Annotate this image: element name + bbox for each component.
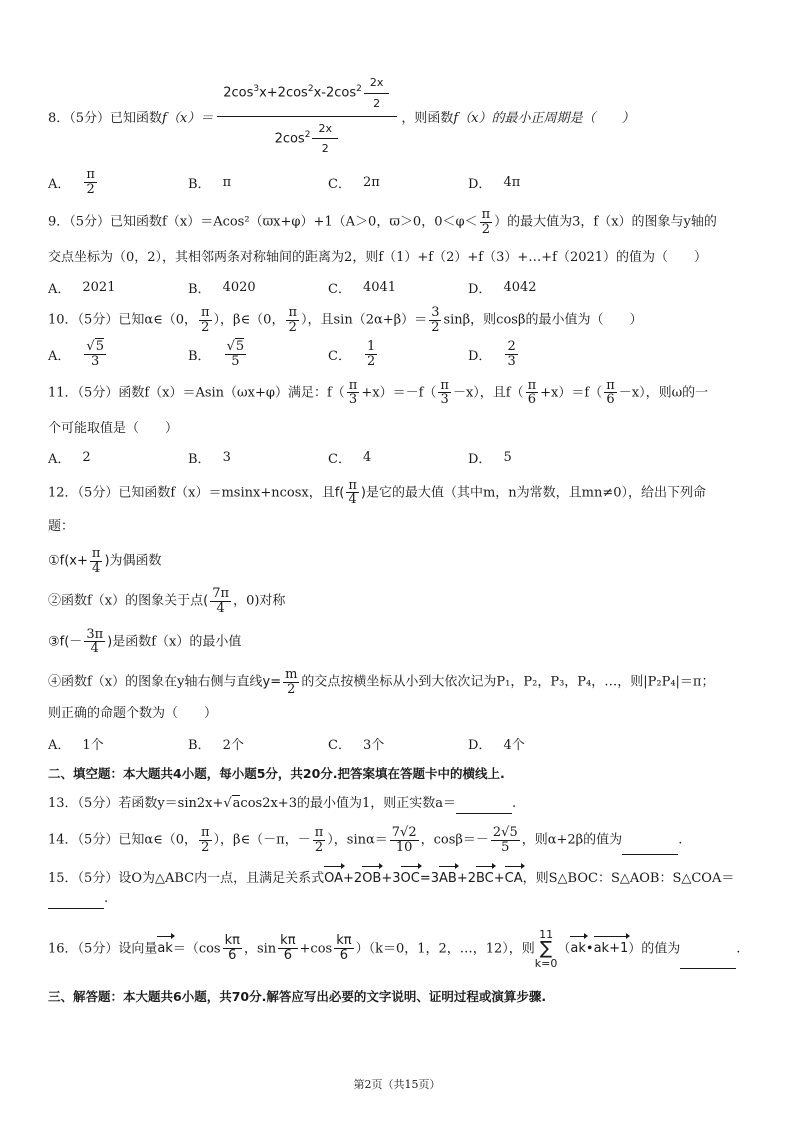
section-2-heading: 二、填空题：本大题共4小题，每小题5分，共20分.把答案填在答题卡中的横线上. — [48, 766, 505, 782]
q12-item-1: ①f(x+ $\frac{\pi}{4}$ )为偶函数 — [48, 546, 162, 576]
q12-item-4: ④函数f（x）的图象在y轴右侧与直线y= $\frac{m}{2}$ 的交点按横坐标从小到大依次记为P₁，P₂，P₃，P₄，…，则|P₂P₄|＝π； — [48, 666, 715, 697]
question-11: 11．（5分）函数f（x）＝Asin（ωx+φ）满足：f（ $\frac{\pi}{3}$ +x）＝－f（ $\frac{\pi}{3}$ －x），且f（ $\frac{\pi}{6}$ +x）＝f（ $\frac{\pi}{6}$ －x），则ω的一 — [48, 377, 709, 408]
q12-last-line: 则正确的命题个数为（ ） — [48, 706, 218, 722]
q16-answer-blank[interactable] — [680, 954, 736, 969]
q8-option-c[interactable]: C． 2π — [328, 174, 380, 192]
q9-line2: 交点坐标为（0，2），其相邻两条对称轴间的距离为2，则f（1）+f（2）+f（3）+…+f（2021）的值为（ ） — [48, 250, 708, 266]
q11-option-a[interactable]: A． 2 — [48, 450, 91, 468]
q10-option-b[interactable]: B． $\frac{√5}{5}$ — [188, 339, 245, 370]
q9-option-d[interactable]: D． 4042 — [468, 279, 537, 297]
q10-option-c[interactable]: C． $\frac{1}{2}$ — [328, 339, 376, 370]
q12-item-3: ③f(－ $\frac{3\pi}{4}$ )是函数f（x）的最小值 — [48, 626, 242, 657]
q12-options — [48, 730, 748, 756]
q10-option-a[interactable]: A． $\frac{√5}{3}$ — [48, 339, 104, 370]
q11-option-c[interactable]: C． 4 — [328, 450, 372, 468]
question-10: 10．（5分）已知α∈（0， $\frac{\pi}{2}$ ），β∈（0， $\frac{\pi}{2}$ ），且sin（2α+β）＝ $\frac{3}{2}$ sinβ，则cosβ的最小值为（ ） — [48, 305, 643, 335]
q8-options — [48, 162, 748, 202]
q13-answer-blank[interactable] — [456, 799, 512, 814]
q8-fx: f（x）＝ — [162, 110, 214, 126]
q8-option-a[interactable]: A． $\frac{\pi}{2}$ — [48, 166, 95, 197]
q12-item-2: ②函数f（x）的图象关于点( $\frac{7\pi}{4}$ ，0)对称 — [48, 586, 286, 617]
q8-option-b[interactable]: B． π — [188, 174, 232, 192]
question-16: 16．（5分）设向量ak＝（cos $\frac{k\pi}{6}$ ，sin $\frac{k\pi}{6}$ +cos $\frac{k\pi}{6}$ ）（k＝0，1，2，…，12），则 11 ∑ k=0 （ak•ak+1）的值为 . — [48, 927, 741, 970]
question-14: 14．（5分）已知α∈（0， $\frac{\pi}{2}$ ），β∈（－π，－ $\frac{\pi}{2}$ ），sinα＝ $\frac{7√2}{10}$ ，cosβ＝－ $\frac{2√5}{5}$ ，则α+2β的值为 . — [48, 825, 683, 855]
q8-denominator: $2\cos^2$ $\frac{2x}{2}$ — [269, 117, 346, 159]
q8-suffix2: f（x）的最小正周期是（ ） — [453, 110, 635, 126]
q8-option-d[interactable]: D． 4π — [468, 174, 521, 192]
question-12: 12．（5分）已知函数f（x）＝msinx+ncosx，且f( $\frac{\pi}{4}$ )是它的最大值（其中m，n为常数，且mn≠0），给出下列命 — [48, 477, 707, 508]
section-3-heading: 三、解答题：本大题共6小题，共70分.解答应写出必要的文字说明、证明过程或演算步骤. — [48, 988, 547, 1004]
q15-answer-blank[interactable] — [48, 894, 104, 909]
q12-option-a[interactable]: A． 1个 — [48, 737, 104, 753]
q12-line2: 题： — [48, 519, 75, 535]
q11-line2: 个可能取值是（ ） — [48, 420, 179, 436]
question-9: 9．（5分）已知函数f（x）＝Acos²（ϖx+φ）+1（A＞0，ϖ＞0，0＜φ＜ $\frac{\pi}{2}$ ）的最大值为3，f（x）的图象与y轴的 — [48, 207, 717, 237]
q8-numerator: $2\cos^3x+2\cos^2x-2\cos^2$ $\frac{2x}{2}$ — [217, 73, 397, 116]
q11-option-d[interactable]: D． 5 — [468, 450, 512, 468]
q11-option-b[interactable]: B． 3 — [188, 450, 231, 468]
q8-prefix: 8．（5分）已知函数 — [48, 110, 163, 126]
q8-fraction — [217, 73, 397, 158]
q12-option-b[interactable]: B． 2个 — [188, 737, 244, 753]
question-15: 15．（5分）设O为△ABC内一点，且满足关系式OA+2OB+3OC=3AB+2BC+CA，则S△BOC：S△AOB：S△COA＝. — [48, 869, 748, 909]
question-8 — [48, 70, 748, 162]
page-footer: 第2页（共15页） — [353, 1078, 441, 1091]
q11-options — [48, 445, 748, 471]
q9-option-b[interactable]: B． 4020 — [188, 279, 256, 297]
q10-option-d[interactable]: D． $\frac{2}{3}$ — [468, 339, 516, 370]
q9-option-a[interactable]: A． 2021 — [48, 279, 116, 297]
q14-answer-blank[interactable] — [622, 840, 678, 855]
q9-option-c[interactable]: C． 4041 — [328, 279, 397, 297]
question-13: 13．（5分）若函数y＝sin2x+√acos2x+3的最小值为1，则正实数a＝ . — [48, 794, 748, 814]
q9-options — [48, 274, 748, 300]
exam-page — [48, 70, 748, 1007]
q12-option-d[interactable]: D． 4个 — [468, 737, 525, 753]
q10-options — [48, 335, 748, 375]
q12-option-c[interactable]: C． 3个 — [328, 737, 385, 753]
q8-suffix: ，则函数 — [401, 110, 454, 126]
